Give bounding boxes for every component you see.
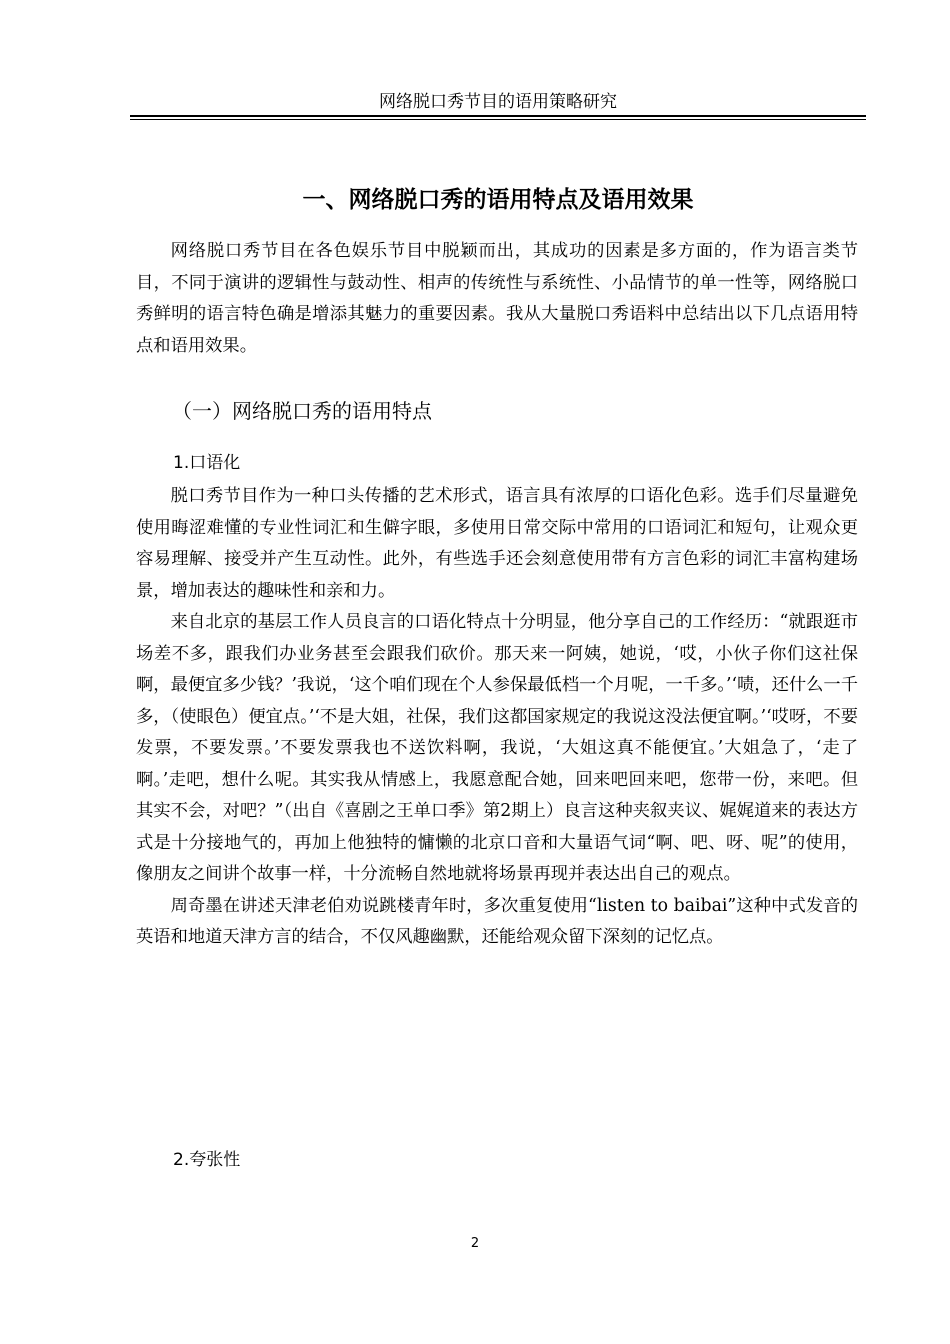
item2-title: 2.夸张性: [173, 1150, 241, 1170]
item1-title: 1.口语化: [173, 453, 241, 473]
item1-paragraph-1: 脱口秀节目作为一种口头传播的艺术形式，语言具有浓厚的口语化色彩。选手们尽量避免使用晦涩难懂的专业性词汇和生僻字眼，多使用日常交际中常用的口语词汇和短句，让观众更容易理解、接受并产生互动性。此外，有些选手还会刻意使用带有方言色彩的词汇丰富构建场景，增加表达的趣味性和亲和力。: [136, 486, 858, 601]
item1-body: [136, 481, 858, 954]
section-intro-paragraph: 网络脱口秀节目在各色娱乐节目中脱颖而出，其成功的因素是多方面的，作为语言类节目，不同于演讲的逻辑性与鼓动性、相声的传统性与系统性、小品情节的单一性等，网络脱口秀鲜明的语言特色确是增添其魅力的重要因素。我从大量脱口秀语料中总结出以下几点语用特点和语用效果。: [136, 241, 858, 356]
running-header: 网络脱口秀节目的语用策略研究: [379, 92, 617, 112]
item1-paragraph-2: 来自北京的基层工作人员良言的口语化特点十分明显，他分享自己的工作经历：“就跟逛市场差不多，跟我们办业务甚至会跟我们砍价。那天来一阿姨，她说，‘哎，小伙子你们这社保啊，最便宜多少钱？’我说，‘这个咱们现在个人参保最低档一个月呢，一千多。’‘啧，还什么一千多，（使眼色）便宜点。’‘不是大姐，社保，我们这都国家规定的我说这没法便宜啊。’‘哎呀，不要发票，不要发票。’不要发票我也不送饮料啊，我说，‘大姐这真不能便宜。’大姐急了，‘走了啊。’走吧，想什么呢。其实我从情感上，我愿意配合她，回来吧回来吧，您带一份，来吧。但其实不会，对吧？”（出自《喜剧之王单口季》第2期上）良言这种夹叙夹议、娓娓道来的表达方式是十分接地气的，再加上他独特的慵懒的北京口音和大量语气词“啊、吧、呀、呢”的使用，像朋友之间讲个故事一样，十分流畅自然地就将场景再现并表达出自己的观点。: [136, 612, 858, 884]
section-title: 一、网络脱口秀的语用特点及语用效果: [302, 187, 694, 213]
header-rule-thin: [130, 119, 866, 120]
page-number: 2: [470, 1236, 480, 1251]
header-rule-thick: [130, 115, 866, 117]
subsection-title: （一）网络脱口秀的语用特点: [172, 399, 432, 423]
item1-paragraph-3: 周奇墨在讲述天津老伯劝说跳楼青年时，多次重复使用“listen to baibai”这种中式发音的英语和地道天津方言的结合，不仅风趣幽默，还能给观众留下深刻的记忆点。: [136, 895, 858, 947]
section-intro-block: [136, 236, 858, 362]
